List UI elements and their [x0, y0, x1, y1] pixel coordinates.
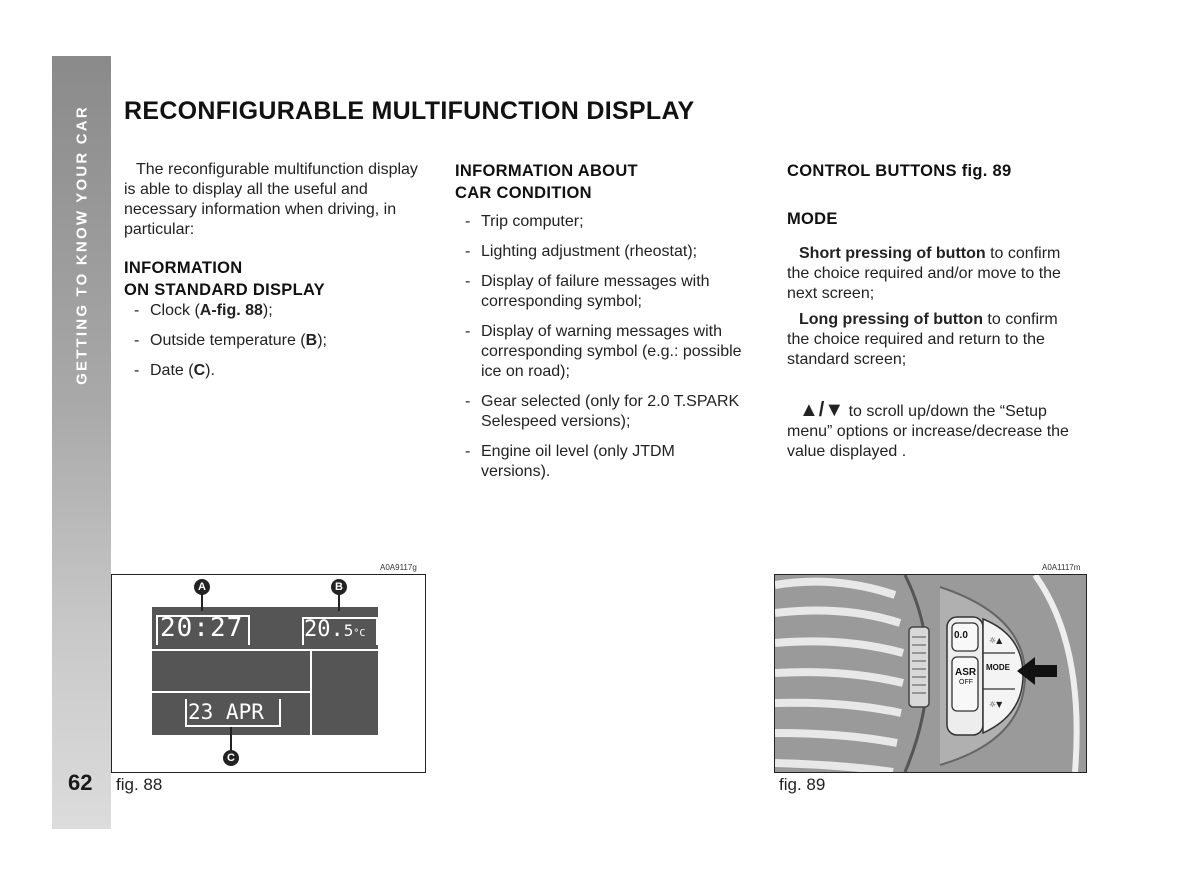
list-item: - Display of warning messages with corresponding symbol (e.g.: possible ice on road); — [465, 323, 742, 380]
column-control-buttons — [787, 160, 1079, 462]
lcd-divider-horizontal — [152, 691, 310, 693]
leader-line — [230, 727, 232, 751]
callout-c: C — [223, 750, 239, 766]
car-condition-list — [455, 212, 745, 482]
dashboard-illustration — [775, 575, 1086, 772]
list-item: - Date (C). — [134, 362, 215, 379]
up-down-arrows-icon: ▲/▼ — [799, 399, 845, 421]
page-number: 62 — [68, 770, 93, 795]
list-item: - Gear selected (only for 2.0 T.SPARK Selespeed versions); — [465, 393, 740, 430]
list-item: - Lighting adjustment (rheostat); — [465, 243, 698, 260]
heading-standard-display-1: INFORMATION — [124, 259, 243, 277]
clock-bracket — [156, 615, 250, 645]
svg-text:☼▲: ☼▲ — [989, 636, 1003, 645]
lcd-divider-horizontal — [152, 649, 378, 651]
temperature-bracket — [302, 617, 378, 645]
column-standard-display — [124, 160, 424, 391]
asr-off-label: OFF — [959, 679, 973, 686]
fig89-caption: fig. 89 — [779, 775, 826, 794]
page-title: RECONFIGURABLE MULTIFUNCTION DISPLAY — [124, 97, 695, 125]
temperature-value: 20.5°C — [304, 617, 366, 642]
fig88-code: A0A9117g — [380, 563, 417, 572]
figure-88 — [111, 574, 426, 773]
short-press-paragraph: Short pressing of button to confirm the choice required and/or move to the next screen; — [787, 245, 1061, 302]
standard-display-list — [124, 301, 424, 381]
list-item: - Clock (A-fig. 88); — [134, 302, 273, 319]
lcd-divider-vertical — [310, 649, 312, 735]
column-car-condition — [455, 160, 745, 492]
date-bracket — [185, 699, 281, 727]
fig88-caption: fig. 88 — [116, 775, 163, 794]
heading-car-condition-1: INFORMATION ABOUT — [455, 162, 638, 180]
list-item: - Outside temperature (B); — [134, 332, 327, 349]
list-item: - Display of failure messages with corresponding symbol; — [465, 273, 710, 310]
heading-control-buttons: CONTROL BUTTONS fig. 89 — [787, 162, 1012, 180]
lcd-display — [152, 607, 378, 735]
reset-button-label: 0.0 — [954, 630, 968, 641]
heading-car-condition-2: CAR CONDITION — [455, 184, 592, 202]
figure-89 — [774, 574, 1087, 773]
mode-button-label: MODE — [986, 663, 1010, 672]
arrows-paragraph: ▲/▼ to scroll up/down the “Setup menu” options or increase/decrease the value displayed . — [787, 399, 1069, 460]
callout-a: A — [194, 579, 210, 595]
long-press-paragraph: Long pressing of button to confirm the choice required and return to the standard screen; — [787, 311, 1058, 368]
heading-mode: MODE — [787, 210, 838, 228]
fig89-code: A0A1117m — [1042, 563, 1081, 572]
date-value: 23 APR — [188, 700, 264, 724]
list-item: - Engine oil level (only JTDM versions). — [465, 443, 675, 480]
callout-b: B — [331, 579, 347, 595]
asr-button-label: ASR — [955, 667, 977, 678]
intro-paragraph: The reconfigurable multifunction display is able to display all the useful and necessary information when driving, in particular: — [124, 161, 418, 238]
clock-value: 20:27 — [160, 613, 244, 643]
svg-text:☼▼: ☼▼ — [989, 700, 1003, 709]
section-label: GETTING TO KNOW YOUR CAR — [73, 105, 91, 385]
list-item: - Trip computer; — [465, 213, 584, 230]
heading-standard-display-2: ON STANDARD DISPLAY — [124, 281, 325, 299]
